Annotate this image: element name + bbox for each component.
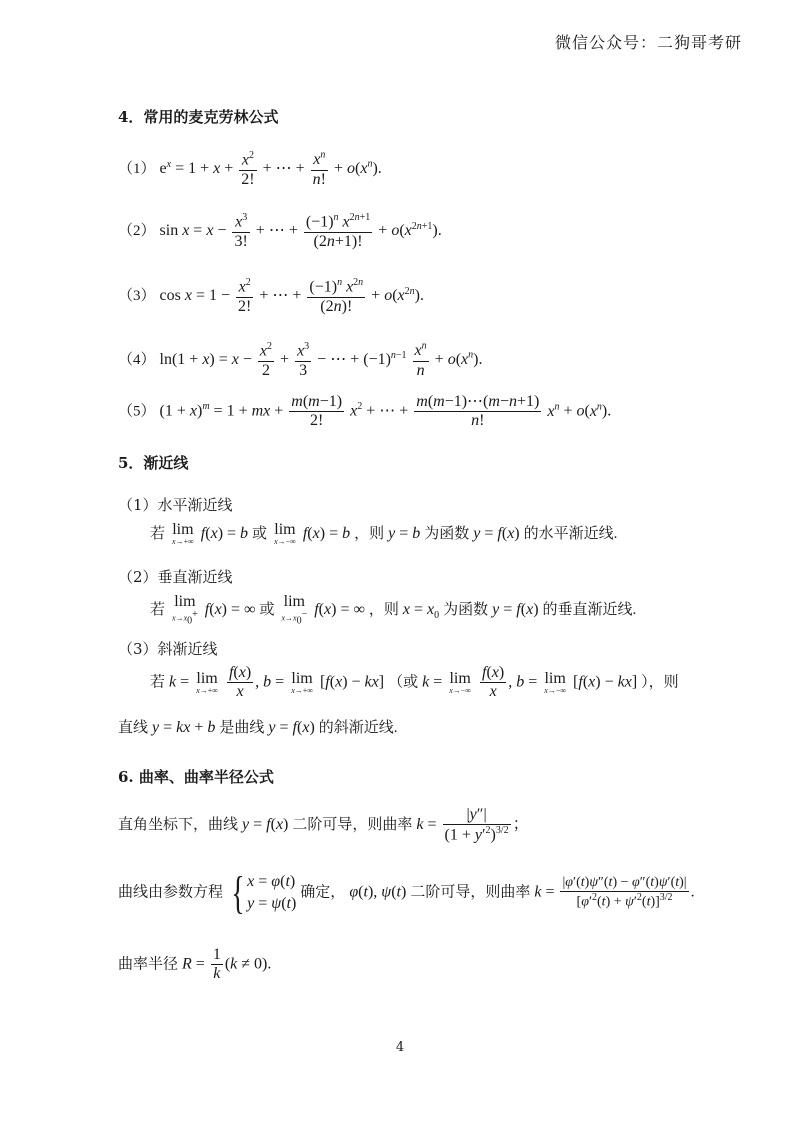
oblique-asymptote-label: （3）斜渐近线 [118,640,218,658]
vertical-asymptote-definition: 若 lim $x\to x_0^+$ f(x) = ∞ 或 lim $x\to x_0^-$ f(x) = ∞ ，则 $x = x_0$ 为函数 y = f(x) 的垂直渐近线. [150,593,637,627]
section-4-title: 4．常用的麦克劳林公式 [118,108,279,126]
curvature-parametric: 曲线由参数方程 { x = φ(t) y = ψ(t) 确定， φ(t), ψ(t) 二阶可导，则曲率 k = $\frac{|\varphi'(t)\psi''(t) - \varphi''(t)\psi'(t)|}{[\varphi'^2(t) + \psi'^2(t)]^{3/2}}$ . [118,867,695,918]
formula-label: （2） [118,223,156,240]
formula-label: （1） [118,161,156,178]
page-number: 4 [395,1040,405,1055]
horizontal-asymptote-label: （1）水平渐近线 [118,496,233,514]
section-6-title: 6. 曲率、曲率半径公式 [118,768,274,786]
maclaurin-formula-2: （2） sin x = x − $\frac{x^3}{3!}$ + ⋯ + $\frac{(-1)^n x^{2n+1}}{(2n+1)!}$ + $o(x^{2n+1})$. [118,212,442,250]
formula-label: （5） [118,403,156,420]
maclaurin-formula-4: （4） ln(1 + x) = x − $\frac{x^2}{2}$ + $\frac{x^3}{3}$ − ⋯ + $(-1)^{n-1}$ $\frac{x^n}{n}$ + $o(x^n)$. [118,341,483,379]
maclaurin-formula-5: （5） $(1 + x)^m = 1$ + mx + $\frac{m(m-1)}{2!}$ $x^2$ + ⋯ + $\frac{m(m-1)\cdots(m-n+1)}{n!}$ $x^n + o(x^n)$. [118,393,612,430]
oblique-asymptote-conclusion: 直线 y = kx + b 是曲线 y = f(x) 的斜渐近线. [118,719,398,736]
page-header: 微信公众号：二狗哥考研 [554,33,742,52]
oblique-asymptote-definition: 若 k = lim x→+∞ $\frac{f(x)}{x}$ , b = lim x→+∞ [f(x) − kx] （或 k = lim x→−∞ $\frac{f(x)}{x}$ , b = lim x→−∞ [f(x) − kx] ），则 [150,664,679,701]
vertical-asymptote-label: （2）垂直渐近线 [118,568,233,586]
horizontal-asymptote-definition: 若 lim x→+∞ f(x) = b 或 lim x→−∞ f(x) = b ，则 y = b 为函数 y = f(x) 的水平渐近线. [150,521,618,547]
curvature-radius: 曲率半径 R = $\frac{1}{k}$ (k ≠ 0). [118,946,272,983]
maclaurin-formula-1: （1） $e^x = 1 + x$ + $\frac{x^2}{2!}$ + ⋯ + $\frac{x^n}{n!}$ + $o(x^n)$. [118,150,382,188]
formula-label: （4） [118,352,156,369]
maclaurin-formula-3: （3） cos x = 1 − $\frac{x^2}{2!}$ + ⋯ + $\frac{(-1)^n x^{2n}}{(2n)!}$ + $o(x^{2n})$. [118,277,424,315]
section-5-title: 5．渐近线 [118,454,189,472]
curvature-rectangular: 直角坐标下，曲线 y = f(x) 二阶可导，则曲率 k = $\frac{|y''|}{(1 + y'^2)^{3/2}}$ ； [118,806,529,844]
formula-label: （3） [118,288,156,305]
